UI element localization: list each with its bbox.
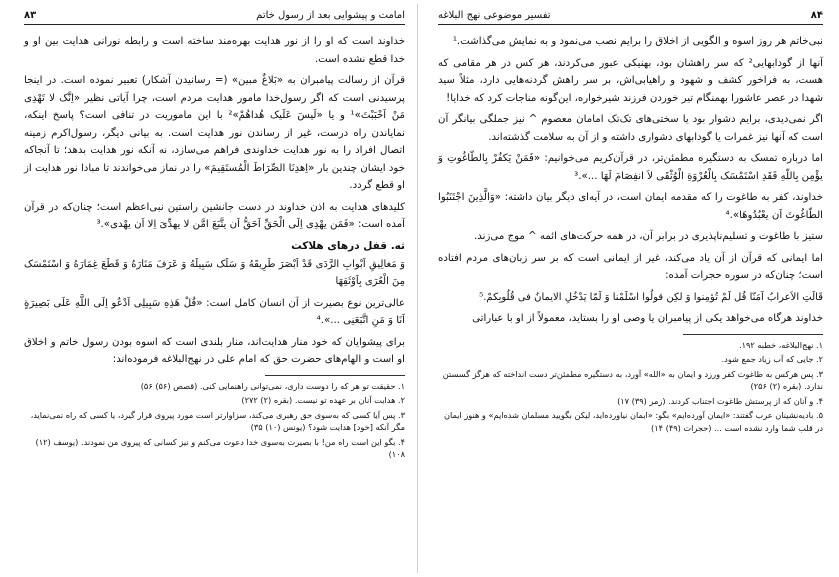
footnote: ۱. نهج‌البلاغه، خطبه ۱۹۲. xyxy=(738,339,823,350)
page-body xyxy=(24,33,405,369)
footnote-separator xyxy=(683,334,823,335)
footnote: ۳. پس آیا کسی که به‌سوی حق رهبری می‌کند، سزاوارتر است مورد پیروی قرار گیرد، یا کسی که راه نمی‌نماید، مگر آنکه [خود] هدایت شود؟ (یونس (۱۰) ۳۵) xyxy=(30,409,405,432)
paragraph: اما درباره تمسک به دستگیره مطمئن‌تر، در قرآن‌کریم می‌خوانیم: «فَمَنْ یَکفُرْ بِالطّاغُوتِ وَ یؤْمِن بِاللّهِ فَقَدِ اسْتَمْسَک بِالْعُرْوَةِ الْوُثْقَی لاَ انفِصَامَ لَهَا ...».³ xyxy=(438,153,823,182)
footnote-separator xyxy=(265,375,405,376)
running-title: امامت و پیشوایی بعد از رسول خاتم xyxy=(256,10,405,21)
paragraph: نبی‌خاتم هر روز اسوه و الگویی از اخلاق را برایم نصب می‌نمود و به نمایش می‌گذاشت.¹ xyxy=(452,36,823,47)
section-heading: ثه. قفل درهای هلاکت xyxy=(291,239,405,252)
footnote: ۱. حقیقت تو هر که را دوست داری، نمی‌توانی راهنمایی کنی. (قصص (۵۶) ۵۶) xyxy=(140,380,405,391)
paragraph: اگر نمی‌دیدی، برایم دشوار بود یا سختی‌های تک‌تک امامان معصوم ^ نیز جملگی بیانگر آن است که آنها نیز غمرات یا گودابهای دشواری داشته و از آن به سلامت گذشته‌اند. xyxy=(438,114,823,143)
paragraph: برای پیشوایان که خود منار هدایت‌اند، منار بلندی است که اسوه بودن رسول خاتم و اخلاق او است و الهام‌های حضرت حق که امام علی در نهج‌البلاغه فرموده‌اند: xyxy=(24,336,405,365)
paragraph: قرآن از رسالت پیامبران به «بَلاغٌ مبین» (= رسانیدن آشکار) تعبیر نموده است. در اینجا پرسیدنی است که اگر رسول‌خدا مامور هدایت مردم است، چرا آیاتی نظیر «اِنَّک لا تَهْدِی مَنْ اَحْبَبْتَ»¹ و یا «لَیسَ عَلَیک هُداهُمْ»² با این ماموریت در تنافی است؟ پاسخ اینکه، نمایاندن راه درست، غیر از رساندن نور هدایت است. به بیانی دیگر، رسول‌اکرم زمینه اتصال افراد را به نور هدایت خداوندی فراهم می‌سازد، نه آنکه نور هدایت بدهد؛ تا آنجاکه خود ایشان چندین بار «اِهدِنَا الصِّرَاطَ الْمُستَقِیمَ» را در نماز می‌خواندند تا مبادا نور هدایت از او قطع گردد. xyxy=(24,75,405,191)
page-number: ۸۴ xyxy=(810,10,823,21)
page-number: ۸۳ xyxy=(24,10,37,21)
page-header xyxy=(438,10,823,25)
paragraph: آنها از گودابهایی² که سر راهشان بود، بهنیکی عبور می‌کردند، هر کس در هر مقامی که هست، به فراخور کشف و شهود و راهیابی‌اش، بر سر راهش گردنه‌هایی دارد، مثلاً سید شهدا در عصر عاشورا بهمنگام تیر خوردن فرزند شیرخواره، این‌گونه مناجات کرد که خدایا! xyxy=(438,57,823,104)
paragraph: خداوند هرگاه می‌خواهد یکی از پیامبران یا وصی او را بستاید، معمولاً از او با عباراتی xyxy=(472,313,823,324)
footnote: ۳. پس هرکس به طاغوت کفر ورزد و ایمان به «الله» آورد، به دستگیره مطمئن‌تر دست انداخته که هرگز گسستن ندارد. (بقره (۲) ۲۵۶) xyxy=(442,368,823,391)
quran-quote: قَالَتِ الاَعرابُ آمَنّا قُل لَمْ تُؤمِنوا وَ لکِن قولُوا اسْلَمْنا وَ لَمّا یَدْخُلِ الایمانُ فی قُلُوبِکمْ.⁵ xyxy=(479,291,823,303)
footnote: ۲. جایی که آب زیاد جمع شود. xyxy=(721,354,823,364)
footnotes xyxy=(24,380,405,461)
right-page xyxy=(424,0,839,577)
paragraph: خداوند، کفر به طاغوت را که مقدمه ایمان است، در آیه‌ای دیگر بیان داشته: «وَالَّذِینَ اجْتَنَبُوا الطّاغُوتَ اَن یعْبُدُوهَا».⁴ xyxy=(438,192,823,221)
page-body xyxy=(438,33,823,328)
paragraph: اما ایمانی که قرآن از آن یاد می‌کند، غیر از ایمانی است که بر سر زبان‌های مردم افتاده است؛ چنان‌که در سوره حجرات آمده: xyxy=(438,252,823,281)
nahj-quote: وَ مَغالِیقِ اَبْوابِ الرَّدَی قَدْ اَبْصَرَ طَرِیقَهُ وَ سَلَک سَبِیلَهُ وَ عَرَفَ مَنَارَهُ وَ قَطَعَ غِمَارَهُ وَ اسْتَمْسَک مِنَ الْعُرَی بِاَوْثَقِهَا xyxy=(24,258,405,287)
footnote: ۲. هدایت آنان بر عهده تو نیست. (بقره (۲) ۲۷۲) xyxy=(241,395,405,405)
footnotes xyxy=(438,339,823,435)
left-page xyxy=(4,0,419,577)
running-title: تفسیر موضوعی نهج البلاغه xyxy=(438,10,551,21)
footnote: ۴. و آنان که از پرستش طاغوت اجتناب کردند. (زمر (۳۹) ۱۷) xyxy=(617,395,823,406)
paragraph: ستیز با طاغوت و تسلیم‌ناپذیری در برابر آن، در همه حرکت‌های ائمه ^ موج می‌زند. xyxy=(474,231,823,242)
page-header xyxy=(24,10,405,25)
footnote: ۵. بادیه‌نشینان عرب گفتند: «ایمان آورده‌ایم» بگو: «ایمان نیاورده‌اید، لیکن بگویید مسلمان شده‌ایم» و هنوز ایمان در قلب شما وارد نشده است ... (حجرات (۴۹) ۱۴) xyxy=(443,410,823,433)
paragraph: خداوند است که او را از نور هدایت بهره‌مند ساخته است و رابطه نورانی هدایت بین او و خدا قطع نشده است. xyxy=(24,36,405,65)
paragraph: عالی‌ترین نوع بصیرت از آن انسان کامل است: «قُلْ هَذِهِ سَبِیلِی اَدْعُو اِلَی اللَّهِ عَلَی بَصِیرَةٍ اَنَا وَ مَنِ اتَّبَعَنِی ...».⁴ xyxy=(24,297,405,326)
footnote: ۴. بگو این است راه من! با بصیرت به‌سوی خدا دعوت می‌کنم و نیز کسانی که پیروی من نمودند. (یوسف (۱۲) ۱۰۸) xyxy=(35,436,405,459)
paragraph: کلیدهای هدایت به اذن خداوند در دست جانشین راستین نبی‌اعظم است؛ چنان‌که در قرآن آمده است: «فَمَن یهْدِی اِلَی الْحَقِّ اَحَقُّ اَن یتَّبَعَ امَّن لا یهدِّیَ اِلا اَن یهْدی».³ xyxy=(24,201,405,230)
